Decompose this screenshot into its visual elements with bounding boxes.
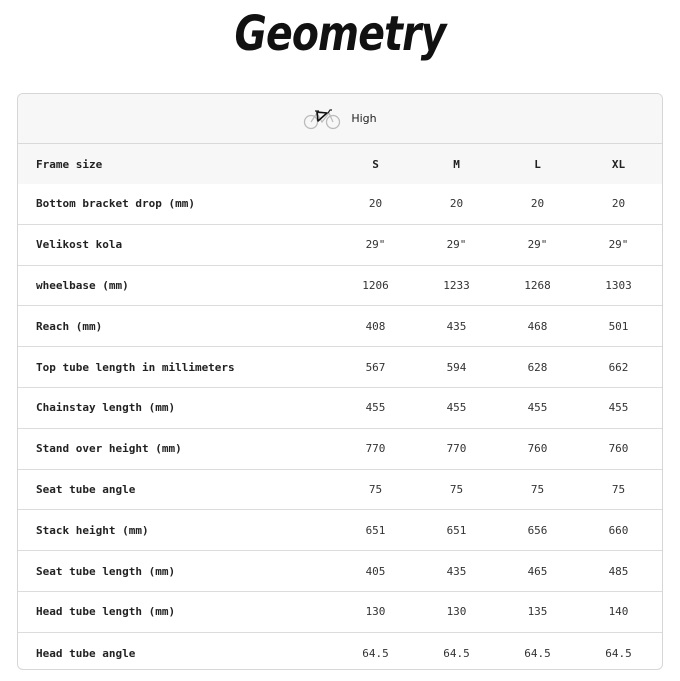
row-value: 75	[449, 482, 464, 496]
row-label: Bottom bracket drop (mm)	[36, 197, 195, 211]
row-value: 760	[527, 442, 548, 456]
row-value: 64.5	[443, 646, 470, 660]
row-value: 20	[449, 197, 464, 211]
row-value: 660	[608, 523, 629, 537]
row-value: 64.5	[524, 646, 551, 660]
row-value: 485	[608, 564, 629, 578]
row-value: 770	[365, 442, 386, 456]
table-row	[18, 225, 662, 266]
row-value: 29"	[527, 238, 548, 252]
row-value: 656	[527, 523, 548, 537]
table-row	[18, 633, 662, 670]
row-value: 468	[527, 319, 548, 333]
row-value: 75	[530, 482, 545, 496]
row-value: 651	[446, 523, 467, 537]
frame-size-label: Frame size	[36, 157, 103, 171]
row-value: 75	[368, 482, 383, 496]
size-xl: XL	[611, 157, 626, 171]
row-label: Chainstay length (mm)	[36, 401, 176, 415]
row-value: 455	[527, 401, 548, 415]
table-row	[18, 266, 662, 307]
row-value: 455	[365, 401, 386, 415]
row-value: 130	[365, 605, 386, 619]
row-value: 628	[527, 360, 548, 374]
page-title: Geometry	[234, 6, 446, 62]
row-value: 567	[365, 360, 386, 374]
row-value: 135	[527, 605, 548, 619]
row-value: 408	[365, 319, 386, 333]
size-l: L	[534, 157, 541, 171]
variant-label: High	[351, 112, 377, 125]
row-value: 455	[608, 401, 629, 415]
row-value: 760	[608, 442, 629, 456]
variant-header	[18, 94, 662, 144]
table-row	[18, 510, 662, 551]
row-value: 770	[446, 442, 467, 456]
row-value: 1206	[362, 278, 389, 292]
bike-icon	[303, 108, 341, 130]
row-value: 64.5	[605, 646, 632, 660]
row-value: 435	[446, 564, 467, 578]
row-value: 29"	[446, 238, 467, 252]
row-value: 435	[446, 319, 467, 333]
row-value: 455	[446, 401, 467, 415]
row-value: 64.5	[362, 646, 389, 660]
geometry-table	[17, 93, 663, 670]
row-value: 75	[611, 482, 626, 496]
row-label: Stand over height (mm)	[36, 442, 182, 456]
row-value: 29"	[365, 238, 386, 252]
row-value: 130	[446, 605, 467, 619]
table-row	[18, 306, 662, 347]
row-label: wheelbase (mm)	[36, 278, 129, 292]
row-label: Head tube angle	[36, 646, 136, 660]
size-m: M	[453, 157, 460, 171]
table-row	[18, 347, 662, 388]
row-value: 501	[608, 319, 629, 333]
row-label: Head tube length (mm)	[36, 605, 176, 619]
row-label: Stack height (mm)	[36, 523, 149, 537]
frame-size-row	[18, 144, 662, 184]
row-label: Top tube length in millimeters	[36, 360, 235, 374]
table-row	[18, 551, 662, 592]
table-row	[18, 470, 662, 511]
table-row	[18, 388, 662, 429]
row-value: 1303	[605, 278, 632, 292]
size-s: S	[372, 157, 379, 171]
row-value: 1268	[524, 278, 551, 292]
row-value: 651	[365, 523, 386, 537]
table-row	[18, 429, 662, 470]
table-row	[18, 592, 662, 633]
row-label: Seat tube angle	[36, 482, 136, 496]
row-value: 465	[527, 564, 548, 578]
row-value: 594	[446, 360, 467, 374]
table-row	[18, 184, 662, 225]
row-value: 405	[365, 564, 386, 578]
row-value: 20	[368, 197, 383, 211]
row-value: 662	[608, 360, 629, 374]
row-value: 140	[608, 605, 629, 619]
row-value: 20	[530, 197, 545, 211]
row-value: 29"	[608, 238, 629, 252]
row-label: Velikost kola	[36, 238, 123, 252]
row-label: Reach (mm)	[36, 319, 103, 333]
row-label: Seat tube length (mm)	[36, 564, 176, 578]
row-value: 20	[611, 197, 626, 211]
row-value: 1233	[443, 278, 470, 292]
